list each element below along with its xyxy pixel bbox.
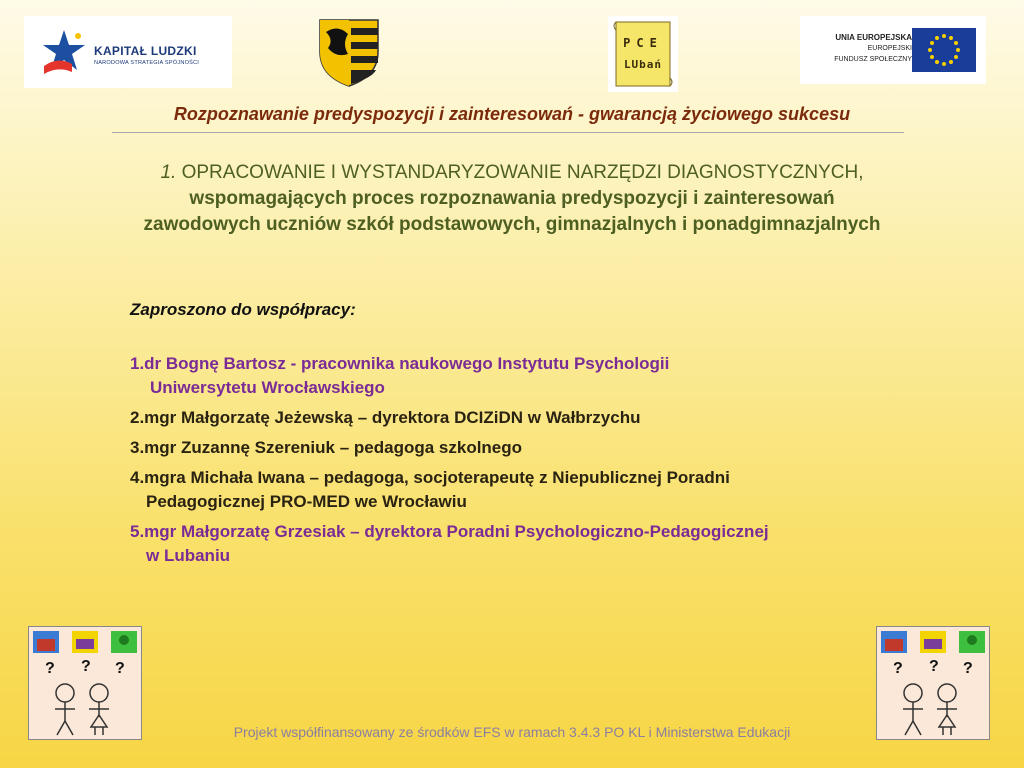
title-divider <box>112 132 904 133</box>
section-line1: OPRACOWANIE I WYSTANDARYZOWANIE NARZĘDZI DIAGNOSTYCZNYCH, <box>181 162 864 183</box>
list-item-line: 5.mgr Małgorzatę Grzesiak – dyrektora Poradni Psychologiczno-Pedagogicznej <box>130 522 769 541</box>
list-item <box>130 466 890 514</box>
career-figures-icon <box>877 627 989 739</box>
list-item-line: 4.mgra Michała Iwana – pedagoga, socjoterapeutę z Niepublicznej Poradni <box>130 468 730 487</box>
list-item-line: 2.mgr Małgorzatę Jeżewską – dyrektora DCIZiDN w Wałbrzychu <box>130 408 641 427</box>
eu-flag-icon <box>912 28 976 72</box>
list-item <box>130 406 890 430</box>
invited-intro: Zaproszono do współpracy: <box>130 300 356 319</box>
question-mark: ? <box>963 660 973 677</box>
question-mark: ? <box>929 658 939 675</box>
section-heading <box>40 160 984 238</box>
footer-text: Projekt współfinansowany ze środków EFS w ramach 3.4.3 PO KL i Ministerstwa Edukacji <box>233 724 791 740</box>
section-line2: wspomagających proces rozpoznawania predyspozycji i zainteresowań <box>189 188 835 209</box>
list-item-line: w Lubaniu <box>146 546 231 565</box>
section-line3: zawodowych uczniów szkół podstawowych, gimnazjalnych i ponadgimnazjalnych <box>143 214 881 235</box>
career-illustration-left <box>28 626 142 740</box>
section-number: 1. <box>160 162 177 183</box>
kapital-title: KAPITAŁ LUDZKI <box>94 44 197 58</box>
eu-line1: UNIA EUROPEJSKA <box>835 33 912 42</box>
list-item <box>130 352 890 400</box>
invited-list <box>130 298 890 574</box>
kapital-ludzki-logo <box>24 16 232 88</box>
list-item-line: Uniwersytetu Wrocławskiego <box>150 378 385 397</box>
pce-line2: LUbań <box>623 58 663 71</box>
question-mark: ? <box>81 658 91 675</box>
pce-line1: PCE <box>623 36 663 50</box>
shield-icon <box>318 18 380 88</box>
list-item <box>130 436 890 460</box>
eu-logo <box>800 16 986 84</box>
career-illustration-right <box>876 626 990 740</box>
list-item <box>130 520 890 568</box>
star-flag-icon <box>38 26 90 78</box>
question-mark: ? <box>45 660 55 677</box>
list-item-line: 1.dr Bognę Bartosz - pracownika naukowego Instytutu Psychologii <box>130 354 670 373</box>
list-item-line: 3.mgr Zuzannę Szereniuk – pedagoga szkolnego <box>130 438 523 457</box>
list-item-line: Pedagogicznej PRO-MED we Wrocławiu <box>146 492 467 511</box>
page-title: Rozpoznawanie predyspozycji i zainteresowań - gwarancją życiowego sukcesu <box>173 104 851 124</box>
question-mark: ? <box>893 660 903 677</box>
coat-of-arms-logo <box>318 18 380 88</box>
pce-luban-logo <box>608 16 678 92</box>
scroll-icon <box>608 16 678 92</box>
eu-line2: EUROPEJSKI <box>867 45 912 52</box>
question-mark: ? <box>115 660 125 677</box>
career-figures-icon <box>29 627 141 739</box>
eu-line3: FUNDUSZ SPOŁECZNY <box>834 56 912 63</box>
kapital-subtitle: NARODOWA STRATEGIA SPÓJNOŚCI <box>94 60 200 66</box>
